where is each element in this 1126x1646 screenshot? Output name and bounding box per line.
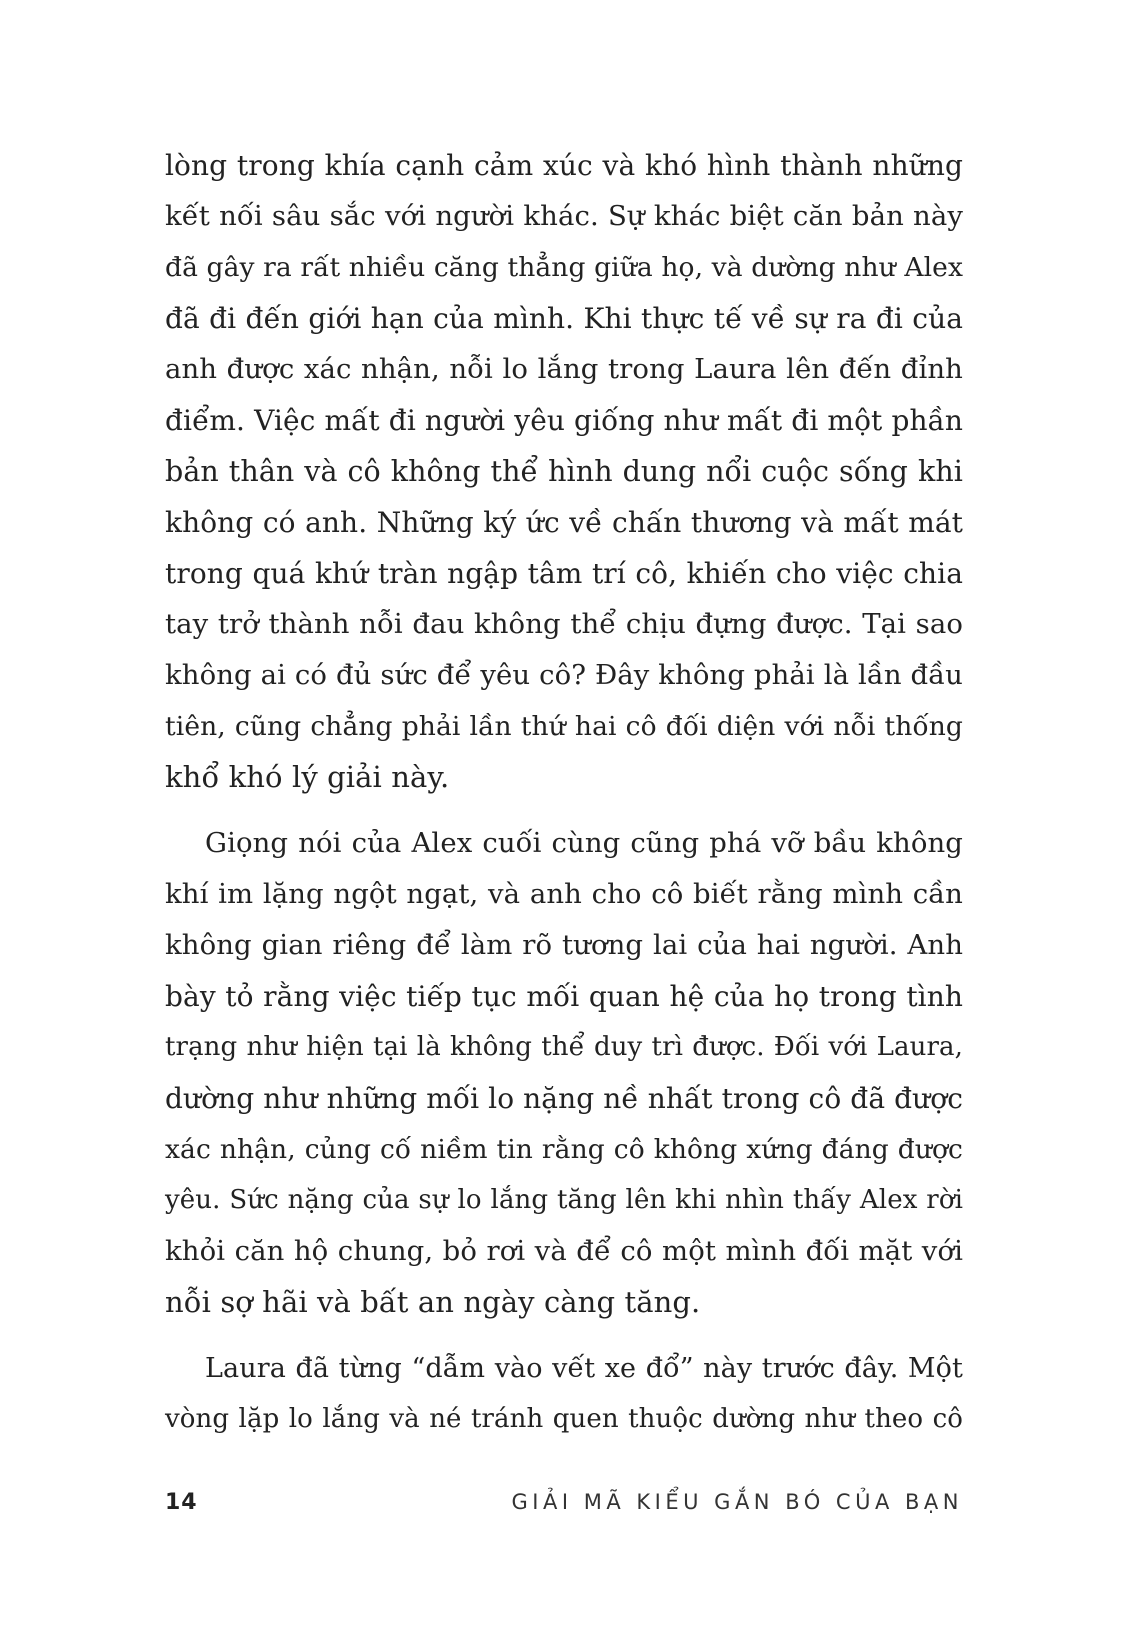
text-line: bày tỏ rằng việc tiếp tục mối quan hệ của họ trong tình bbox=[165, 980, 963, 1013]
text-line: kết nối sâu sắc với người khác. Sự khác biệt căn bản này bbox=[165, 200, 963, 232]
text-line: không ai có đủ sức để yêu cô? Đây không phải là lần đầu bbox=[165, 659, 963, 691]
text-line: Laura đã từng “dẫm vào vết xe đổ” này trước đây. Một bbox=[205, 1353, 963, 1384]
running-title: GIẢI MÃ KIỂU GẮN BÓ CỦA BẠN bbox=[511, 1490, 963, 1514]
text-line: tiên, cũng chẳng phải lần thứ hai cô đối diện với nỗi thống bbox=[165, 711, 963, 742]
text-line: anh được xác nhận, nỗi lo lắng trong Laura lên đến đỉnh bbox=[165, 353, 963, 385]
text-line: lòng trong khía cạnh cảm xúc và khó hình thành những bbox=[165, 149, 963, 182]
page-number: 14 bbox=[165, 1490, 198, 1515]
paragraph-1 bbox=[165, 140, 963, 803]
text-line: khí im lặng ngột ngạt, và anh cho cô biết rằng mình cần bbox=[165, 878, 963, 910]
text-line: khỏi căn hộ chung, bỏ rơi và để cô một mình đối mặt với bbox=[165, 1235, 963, 1267]
text-line: xác nhận, củng cố niềm tin rằng cô không xứng đáng được bbox=[165, 1134, 963, 1165]
paragraph-2 bbox=[165, 818, 963, 1328]
text-line: không có anh. Những ký ức về chấn thương và mất mát bbox=[165, 506, 963, 539]
text-line: khổ khó lý giải này. bbox=[165, 760, 450, 794]
text-line: điểm. Việc mất đi người yêu giống như mất đi một phần bbox=[165, 404, 963, 437]
text-line: trạng như hiện tại là không thể duy trì được. Đối với Laura, bbox=[165, 1032, 963, 1062]
page-body bbox=[165, 140, 963, 1445]
text-line: bản thân và cô không thể hình dung nổi cuộc sống khi bbox=[165, 455, 963, 488]
text-line: đã đi đến giới hạn của mình. Khi thực tế về sự ra đi của bbox=[165, 302, 963, 335]
text-line: yêu. Sức nặng của sự lo lắng tăng lên khi nhìn thấy Alex rời bbox=[165, 1185, 963, 1215]
page-footer bbox=[165, 1490, 963, 1522]
text-line: tay trở thành nỗi đau không thể chịu đựng được. Tại sao bbox=[165, 608, 963, 640]
text-line: nỗi sợ hãi và bất an ngày càng tăng. bbox=[165, 1285, 701, 1319]
paragraph-spacer bbox=[165, 1328, 963, 1343]
text-line: không gian riêng để làm rõ tương lai của hai người. Anh bbox=[165, 929, 963, 961]
text-line: vòng lặp lo lắng và né tránh quen thuộc dường như theo cô bbox=[165, 1404, 963, 1434]
text-line: đã gây ra rất nhiều căng thẳng giữa họ, và dường như Alex bbox=[165, 252, 963, 283]
paragraph-spacer bbox=[165, 803, 963, 818]
text-line: trong quá khứ tràn ngập tâm trí cô, khiến cho việc chia bbox=[165, 557, 963, 590]
text-line: dường như những mối lo nặng nề nhất trong cô đã được bbox=[165, 1082, 964, 1115]
text-line: Giọng nói của Alex cuối cùng cũng phá vỡ bầu không bbox=[205, 827, 963, 859]
paragraph-3 bbox=[165, 1343, 963, 1445]
